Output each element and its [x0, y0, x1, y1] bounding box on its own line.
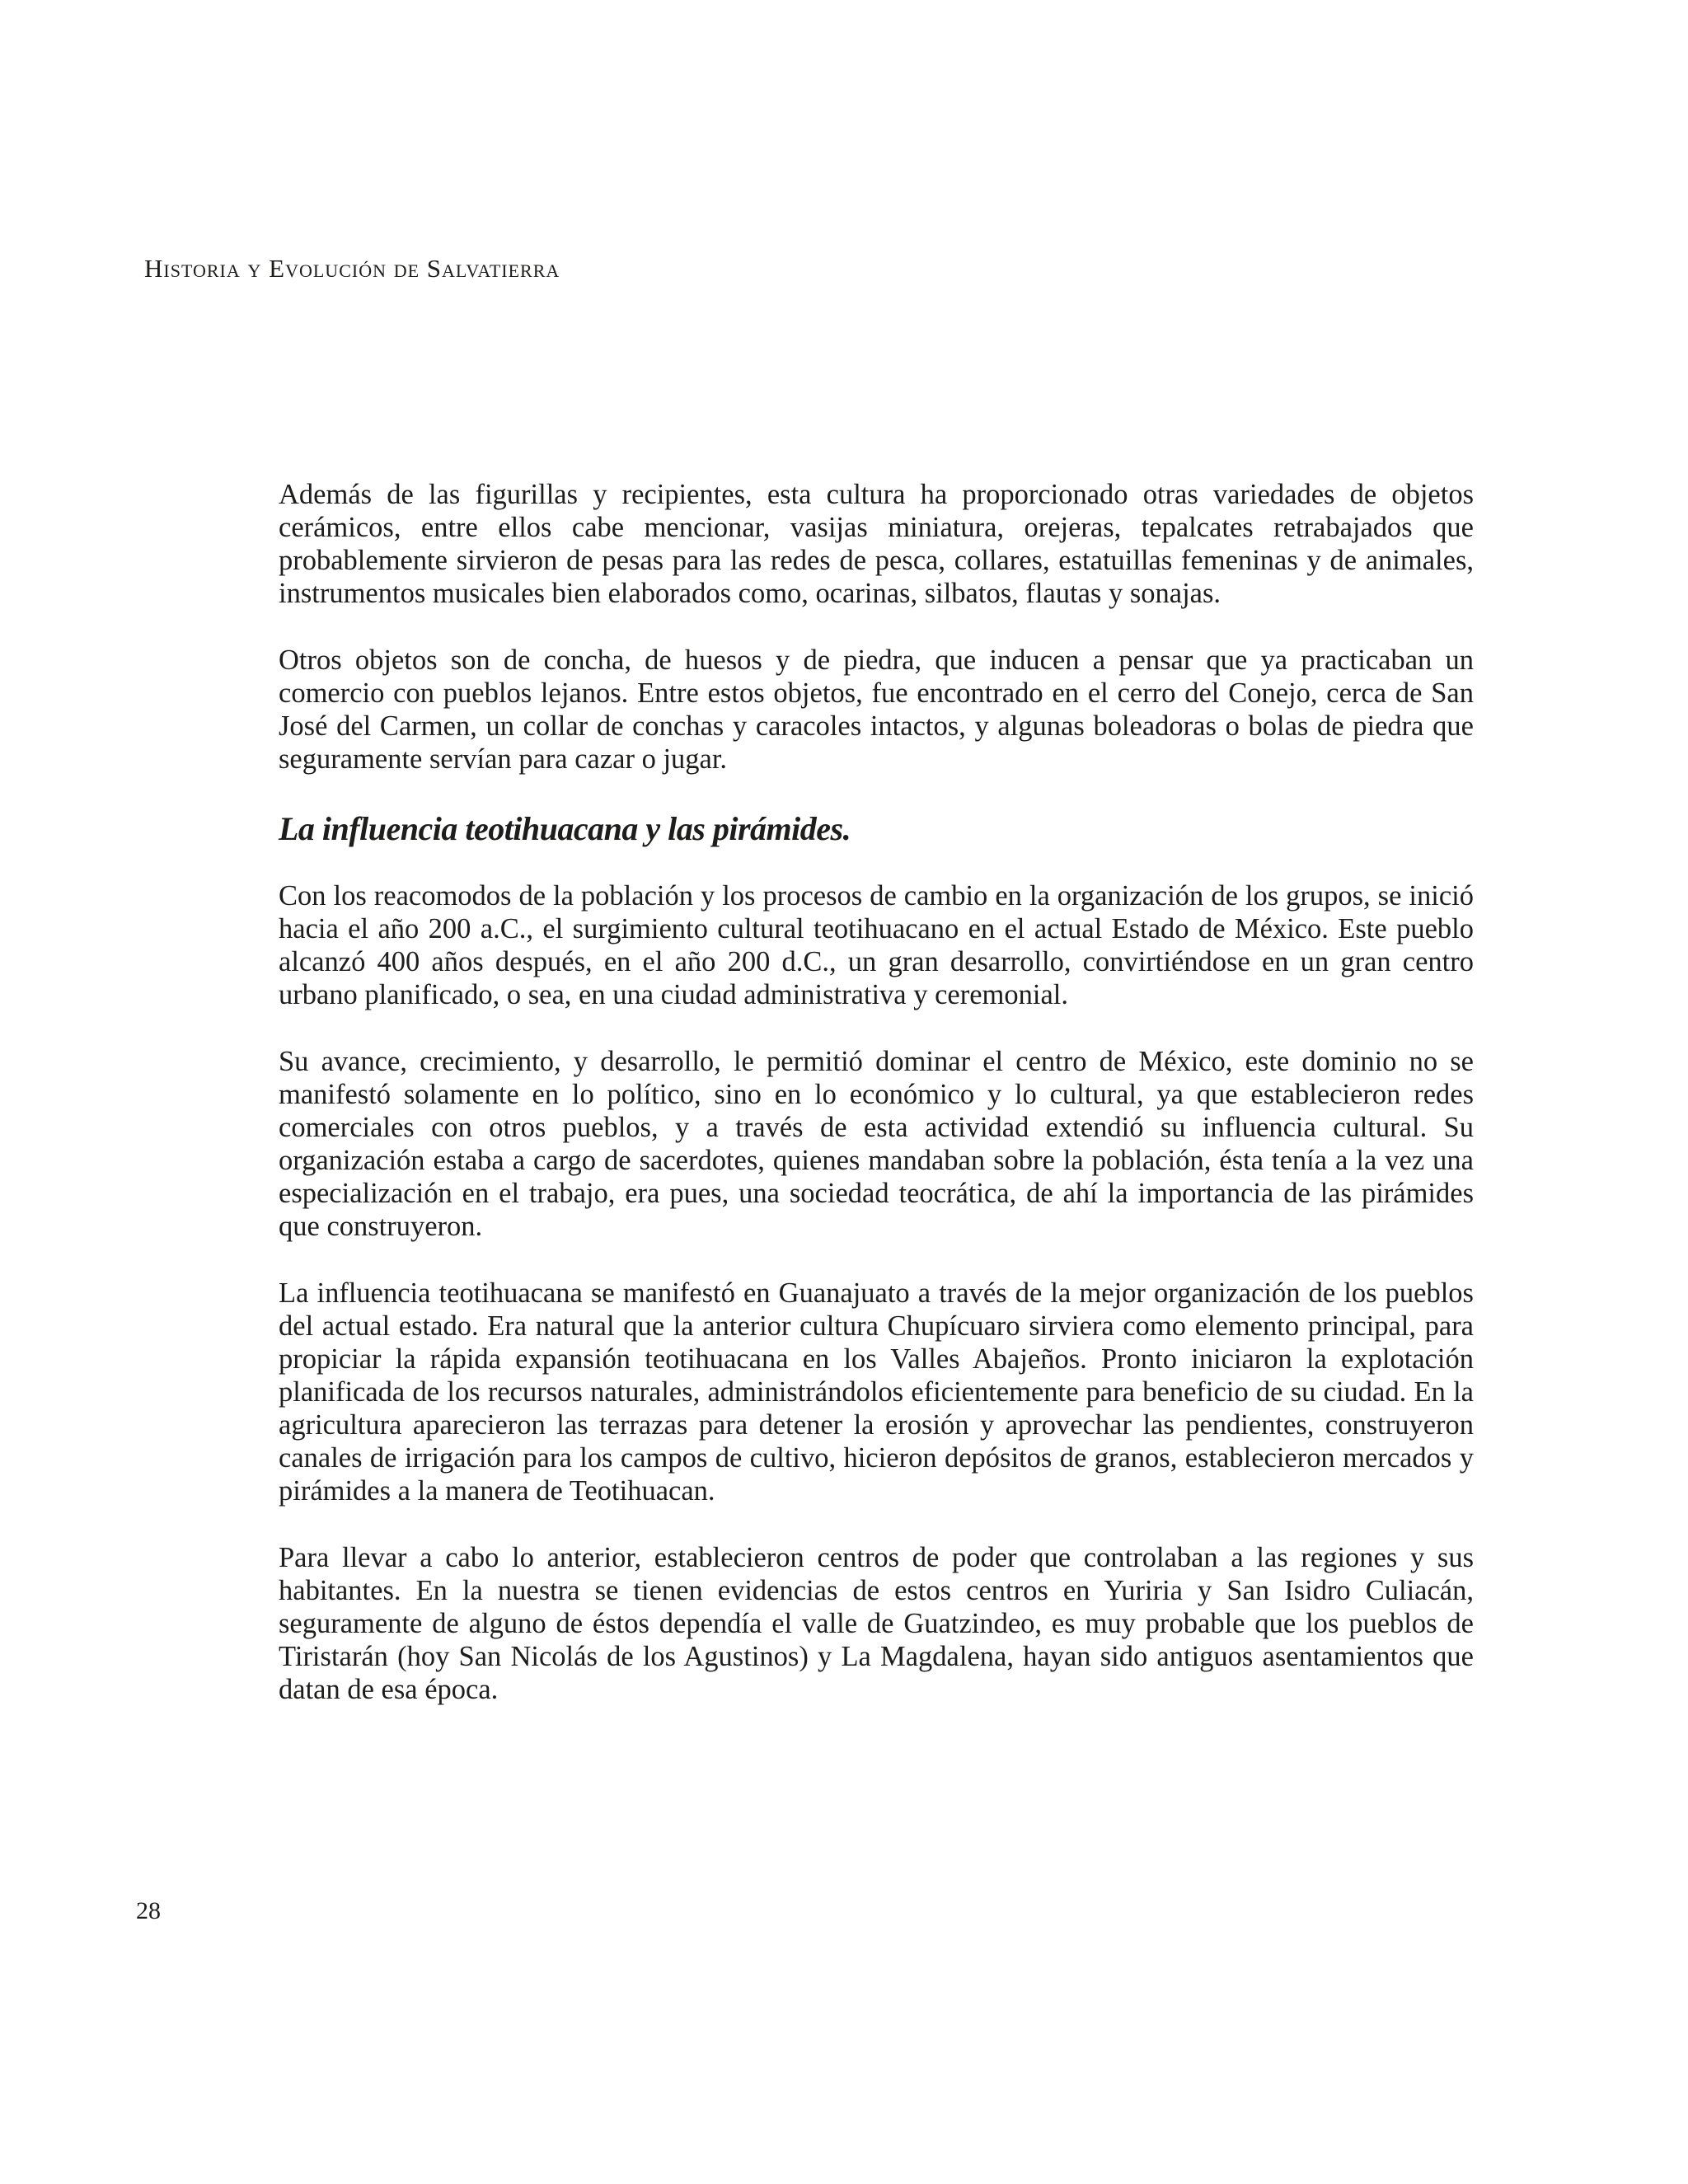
page-body — [279, 478, 1474, 1740]
body-paragraph: Además de las figurillas y recipientes, esta cultura ha proporcionado otras variedades de objetos cerámicos, entre ellos cabe mencionar, vasijas miniatura, orejeras, tepalcates retrabajados que probablemente sirvieron de pesas para las redes de pesca, collares, estatuillas femeninas y de animales, instrumentos musicales bien elaborados como, ocarinas, silbatos, flautas y sonajas. — [279, 479, 1474, 609]
body-paragraph: Otros objetos son de concha, de huesos y de piedra, que inducen a pensar que ya practicaban un comercio con pueblos lejanos. Entre estos objetos, fue encontrado en el cerro del Conejo, cerca de San José del Carmen, un collar de conchas y caracoles intactos, y algunas boleadoras o bolas de piedra que seguramente servían para cazar o jugar. — [279, 644, 1474, 775]
section-heading: La influencia teotihuacana y las pirámides. — [279, 810, 851, 847]
body-paragraph: Para llevar a cabo lo anterior, establecieron centros de poder que controlaban a las regiones y sus habitantes. En la nuestra se tienen evidencias de estos centros en Yuriria y San Isidro Culiacán, seguramente de alguno de éstos dependía el valle de Guatzindeo, es muy probable que los pueblos de Tiristarán (hoy San Nicolás de los Agustinos) y La Magdalena, hayan sido antiguos asentamientos que datan de esa época. — [279, 1542, 1474, 1705]
running-header: Historia y Evolución de Salvatierra — [144, 254, 560, 283]
page-number: 28 — [136, 1897, 161, 1924]
body-paragraph: Su avance, crecimiento, y desarrollo, le permitió dominar el centro de México, este dominio no se manifestó solamente en lo político, sino en lo económico y lo cultural, ya que establecieron redes comerciales con otros pueblos, y a través de esta actividad extendió su influencia cultural. Su organización estaba a cargo de sacerdotes, quienes mandaban sobre la población, ésta tenía a la vez una especialización en el trabajo, era pues, una sociedad teocrática, de ahí la importancia de las pirámides que construyeron. — [279, 1046, 1474, 1242]
body-paragraph: Con los reacomodos de la población y los procesos de cambio en la organización de los grupos, se inició hacia el año 200 a.C., el surgimiento cultural teotihuacano en el actual Estado de México. Este pueblo alcanzó 400 años después, en el año 200 d.C., un gran desarrollo, convirtiéndose en un gran centro urbano planificado, o sea, en una ciudad administrativa y ceremonial. — [279, 880, 1474, 1010]
body-paragraph: La influencia teotihuacana se manifestó en Guanajuato a través de la mejor organización de los pueblos del actual estado. Era natural que la anterior cultura Chupícuaro sirviera como elemento principal, para propiciar la rápida expansión teotihuacana en los Valles Abajeños. Pronto iniciaron la explotación planificada de los recursos naturales, administrándolos eficientemente para beneficio de su ciudad. En la agricultura aparecieron las terrazas para detener la erosión y aprovechar las pendientes, construyeron canales de irrigación para los campos de cultivo, hicieron depósitos de granos, establecieron mercados y pirámides a la manera de Teotihuacan. — [279, 1277, 1474, 1507]
